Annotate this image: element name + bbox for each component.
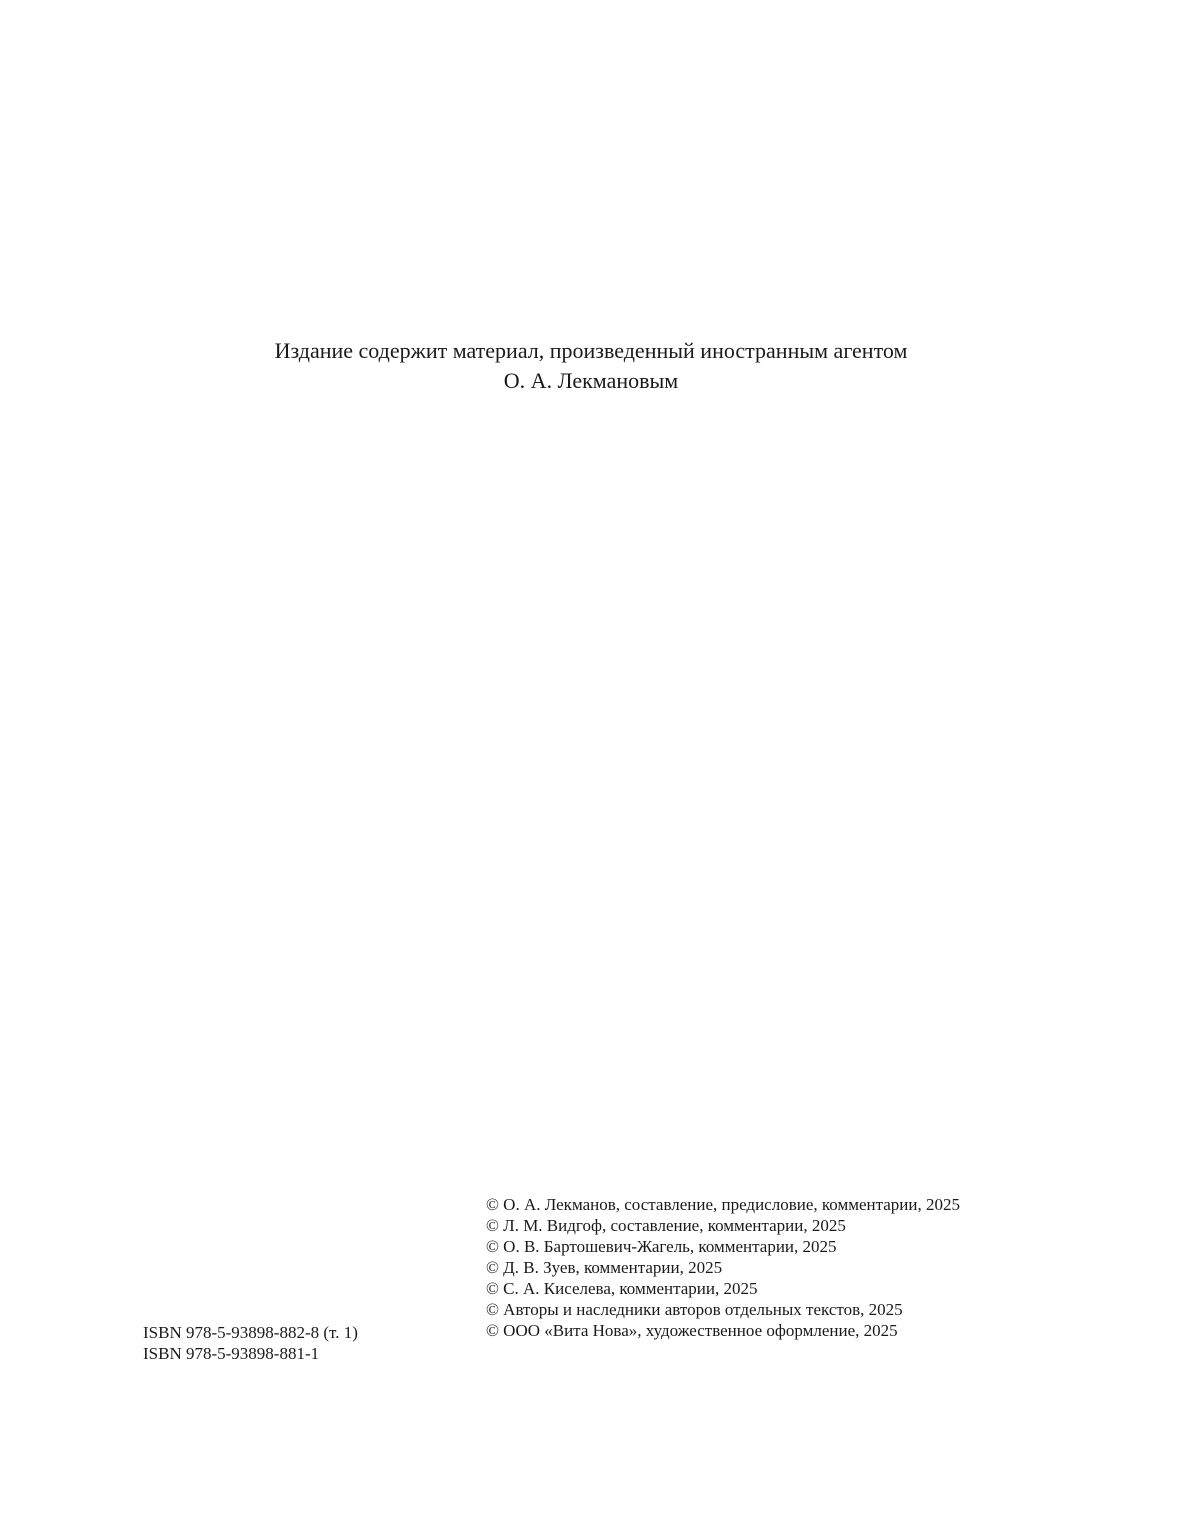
copyright-entry: © С. А. Киселева, комментарии, 2025 [486, 1279, 758, 1298]
copyright-list [486, 1194, 986, 1341]
notice-line-1: Издание содержит материал, произведенный иностранным агентом [274, 338, 908, 363]
copyright-entry: © Д. В. Зуев, комментарии, 2025 [486, 1258, 723, 1277]
copyright-entry: © ООО «Вита Нова», художественное оформление, 2025 [486, 1321, 898, 1340]
copyright-entry: © О. А. Лекманов, составление, предисловие, комментарии, 2025 [486, 1195, 960, 1214]
isbn-list [143, 1322, 358, 1364]
copyright-entry: © Л. М. Видгоф, составление, комментарии, 2025 [486, 1216, 846, 1235]
copyright-entry: © Авторы и наследники авторов отдельных текстов, 2025 [486, 1300, 903, 1319]
notice-line-2: О. А. Лекмановым [503, 368, 679, 393]
isbn-set: ISBN 978-5-93898-881-1 [143, 1344, 320, 1363]
foreign-agent-notice [0, 336, 1182, 396]
copyright-entry: © О. В. Бартошевич-Жагель, комментарии, 2025 [486, 1237, 837, 1256]
isbn-volume: ISBN 978-5-93898-882-8 (т. 1) [143, 1323, 358, 1342]
